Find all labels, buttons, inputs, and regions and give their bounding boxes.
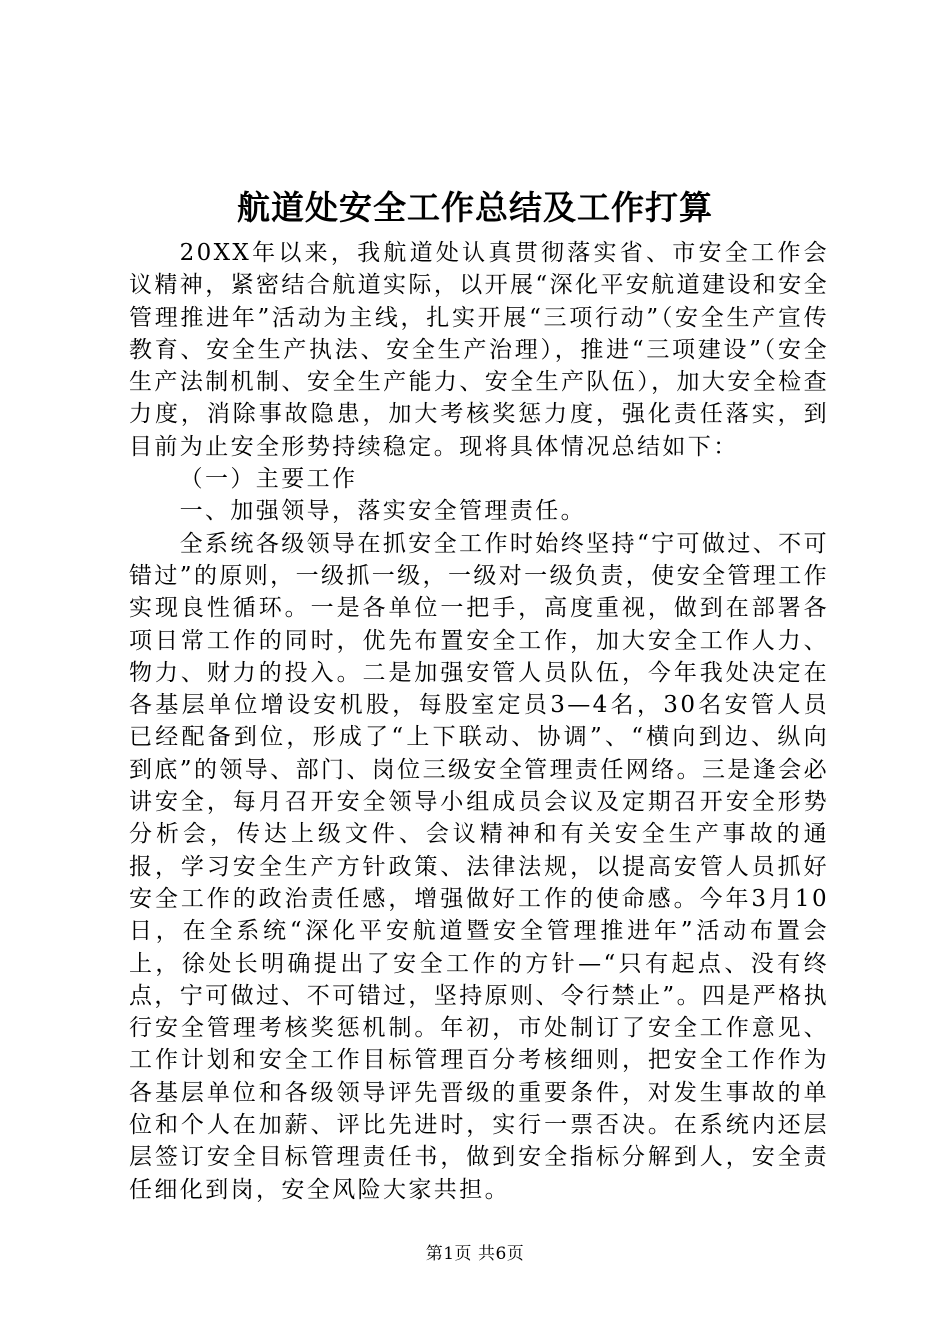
- section-heading-main-work: （一）主要工作: [179, 466, 358, 493]
- document-body: [129, 237, 829, 1206]
- document-title: 航道处安全工作总结及工作打算: [237, 188, 713, 227]
- intro-paragraph: 20XX年以来，我航道处认真贯彻落实省、市安全工作会议精神，紧密结合航道实际，以开展“深化平安航道建设和安全管理推进年”活动为主线，扎实开展“三项行动”（安全生产宣传教育、安全生产执法、安全生产治理），推进“三项建设”（安全生产法制机制、安全生产能力、安全生产队伍），加大安全检查力度，消除事故隐患，加大考核奖惩力度，强化责任落实，到目前为止安全形势持续稳定。现将具体情况总结如下：: [129, 240, 829, 460]
- leadership-paragraph: 全系统各级领导在抓安全工作时始终坚持“宁可做过、不可错过”的原则，一级抓一级，一级对一级负责，使安全管理工作实现良性循环。一是各单位一把手，高度重视，做到在部署各项日常工作的同时，优先布置安全工作，加大安全工作人力、物力、财力的投入。二是加强安管人员队伍，今年我处决定在各基层单位增设安机股，每股室定员3—4名，30名安管人员已经配备到位，形成了“上下联动、协调”、“横向到边、纵向到底”的领导、部门、岗位三级安全管理责任网络。三是逢会必讲安全，每月召开安全领导小组成员会议及定期召开安全形势分析会，传达上级文件、会议精神和有关安全生产事故的通报，学习安全生产方针政策、法律法规，以提高安管人员抓好安全工作的政治责任感，增强做好工作的使命感。今年3月10日，在全系统“深化平安航道暨安全管理推进年”活动布置会上，徐处长明确提出了安全工作的方针—“只有起点、没有终点，宁可做过、不可错过，坚持原则、令行禁止”。四是严格执行安全管理考核奖惩机制。年初，市处制订了安全工作意见、工作计划和安全工作目标管理百分考核细则，把安全工作作为各基层单位和各级领导评先晋级的重要条件，对发生事故的单位和个人在加薪、评比先进时，实行一票否决。在系统内还层层签订安全目标管理责任书，做到安全指标分解到人，安全责任细化到岗，安全风险大家共担。: [129, 530, 829, 1203]
- page-number-footer: 第1页 共6页: [425, 1244, 525, 1264]
- subsection-heading-leadership: 一、加强领导，落实安全管理责任。: [179, 498, 586, 525]
